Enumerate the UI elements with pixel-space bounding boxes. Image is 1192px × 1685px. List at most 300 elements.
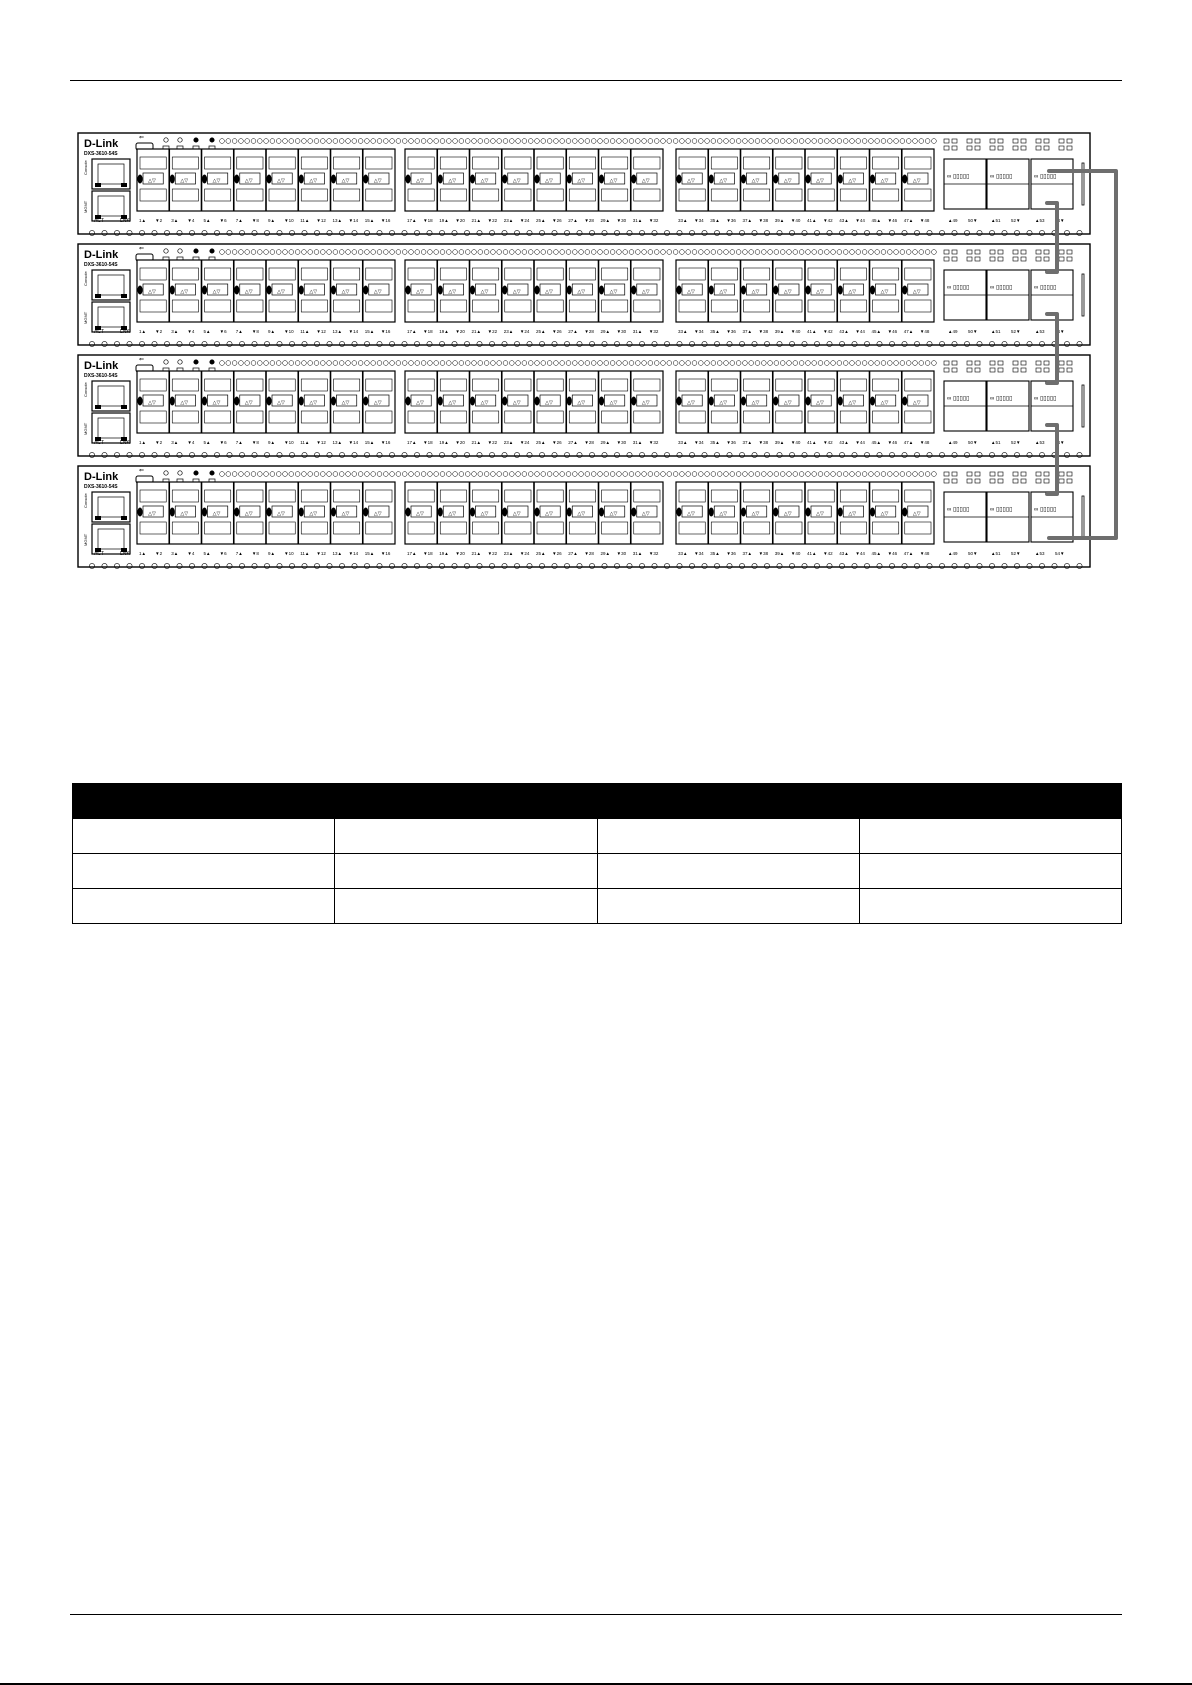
arrow-icon: △▽ xyxy=(480,289,489,295)
uplink-led xyxy=(1044,479,1049,483)
port-number-label: ▼26 xyxy=(552,218,562,223)
uplink-led xyxy=(952,361,957,365)
brand-logo: D-Link xyxy=(84,360,119,372)
port-number-label: ▼8 xyxy=(251,218,259,223)
table-cell xyxy=(597,889,859,924)
uplink-led xyxy=(967,472,972,476)
port-number-label: 35▲ xyxy=(710,551,720,556)
arrow-icon: △▽ xyxy=(341,178,350,184)
uplink-led xyxy=(1059,139,1064,143)
uplink-port-label: ▲51 xyxy=(991,329,1001,334)
uplink-led xyxy=(1059,250,1064,254)
port-number-label: 37▲ xyxy=(742,551,752,556)
port-number-label: ▼6 xyxy=(219,440,227,445)
lnk-label: LNK xyxy=(120,551,130,557)
sfp-latch xyxy=(631,286,636,295)
sfp-latch xyxy=(567,508,572,517)
port-led xyxy=(95,405,101,409)
table-cell xyxy=(335,854,597,889)
port-number-label: ▼30 xyxy=(616,551,627,556)
port-number-label: ▼24 xyxy=(519,551,530,556)
qsfp-port-icon: ∞ ▯▯▯▯▯ xyxy=(947,507,970,513)
sfp-latch xyxy=(363,175,368,184)
port-number-label: 35▲ xyxy=(710,329,720,334)
arrow-icon: △▽ xyxy=(416,289,424,295)
arrow-icon: △▽ xyxy=(148,289,156,295)
arrow-icon: △▽ xyxy=(512,400,521,406)
uplink-led xyxy=(952,250,957,254)
uplink-led xyxy=(967,139,972,143)
uplink-led xyxy=(1059,472,1064,476)
port-number-label: 33▲ xyxy=(678,218,688,223)
port-number-label: 31▲ xyxy=(632,551,643,556)
usb-icon: ⇐ xyxy=(139,135,145,141)
arrow-icon: △▽ xyxy=(244,511,253,517)
qsfp-port-icon: ∞ ▯▯▯▯▯ xyxy=(947,285,970,291)
sfp-port-group xyxy=(676,371,934,433)
uplink-led xyxy=(952,479,957,483)
port-number-label: ▼10 xyxy=(284,329,294,334)
port-number-label: ▼6 xyxy=(219,218,227,223)
qsfp-port-icon: ∞ ▯▯▯▯▯ xyxy=(990,285,1013,291)
uplink-led xyxy=(998,361,1003,365)
port-number-label: 35▲ xyxy=(710,440,720,445)
port-number-label: ▼18 xyxy=(423,329,433,334)
port-number-label: 47▲ xyxy=(903,329,914,334)
model-label: DXS-3610-54S xyxy=(84,373,118,379)
qsfp-port-icon: ∞ ▯▯▯▯▯ xyxy=(1034,285,1057,291)
port-number-label: ▼8 xyxy=(251,440,259,445)
sfp-latch xyxy=(331,508,336,517)
uplink-port-label: 50▼ xyxy=(968,440,978,445)
port-number-label: ▼30 xyxy=(616,218,627,223)
arrow-icon: △▽ xyxy=(880,289,889,295)
sfp-latch xyxy=(299,286,304,295)
sfp-latch xyxy=(773,175,778,184)
sfp-latch xyxy=(534,175,539,184)
arrow-icon: △▽ xyxy=(577,178,586,184)
arrow-icon: △▽ xyxy=(783,178,792,184)
uplink-led xyxy=(1067,472,1072,476)
port-number-label: ▼18 xyxy=(423,440,433,445)
sfp-latch xyxy=(170,508,175,517)
console-label: Console xyxy=(83,271,88,286)
sfp-latch xyxy=(470,286,475,295)
arrow-icon: △▽ xyxy=(277,511,285,517)
port-number-label: 19▲ xyxy=(439,440,449,445)
port-number-label: ▼32 xyxy=(648,440,659,445)
arrow-icon: △▽ xyxy=(148,178,156,184)
arrow-icon: △▽ xyxy=(373,289,382,295)
uplink-led xyxy=(1044,472,1049,476)
arrow-icon: △▽ xyxy=(277,289,285,295)
uplink-port-label: ▲51 xyxy=(991,440,1001,445)
port-number-label: ▼16 xyxy=(380,551,391,556)
switch-unit xyxy=(78,244,1090,347)
port-number-label: 9▲ xyxy=(268,329,275,334)
port-number-label: 27▲ xyxy=(568,329,578,334)
port-number-label: 37▲ xyxy=(742,329,752,334)
port-number-label: 21▲ xyxy=(471,551,481,556)
port-number-label: 37▲ xyxy=(742,218,752,223)
status-led-icon xyxy=(210,471,214,475)
port-number-label: ▼32 xyxy=(648,329,659,334)
port-number-label: 3▲ xyxy=(171,551,179,556)
uplink-led xyxy=(990,146,995,150)
qsfp-port-icon: ∞ ▯▯▯▯▯ xyxy=(990,507,1013,513)
port-number-label: ▼30 xyxy=(616,440,627,445)
mgmt-label: MGMT xyxy=(83,533,88,546)
port-number-label: 3▲ xyxy=(171,329,179,334)
sfp-latch xyxy=(470,508,475,517)
port-number-label: ▼4 xyxy=(187,329,195,334)
sfp-latch xyxy=(363,508,368,517)
port-number-label: 23▲ xyxy=(503,329,514,334)
port-number-label: 7▲ xyxy=(235,440,243,445)
arrow-icon: △▽ xyxy=(244,178,253,184)
port-number-label: ▼12 xyxy=(316,440,326,445)
port-number-label: ▼42 xyxy=(823,551,833,556)
uplink-led xyxy=(1067,479,1072,483)
port-number-label: 23▲ xyxy=(503,551,514,556)
port-number-label: 11▲ xyxy=(300,551,310,556)
port-number-label: 33▲ xyxy=(678,551,688,556)
sfp-latch xyxy=(502,508,507,517)
port-number-label: 27▲ xyxy=(568,440,578,445)
sfp-latch xyxy=(709,286,714,295)
sfp-port-group xyxy=(676,149,934,211)
sfp-latch xyxy=(709,175,714,184)
sfp-latch xyxy=(299,175,304,184)
sfp-latch xyxy=(202,508,207,517)
uplink-led xyxy=(998,139,1003,143)
arrow-icon: △▽ xyxy=(309,289,318,295)
switch-unit xyxy=(78,133,1090,236)
port-number-label: 29▲ xyxy=(600,440,610,445)
port-number-label: ▼20 xyxy=(455,440,465,445)
port-number-label: 27▲ xyxy=(568,218,578,223)
port-number-label: 21▲ xyxy=(471,329,481,334)
port-number-label: ▼26 xyxy=(552,440,562,445)
uplink-led xyxy=(998,257,1003,261)
sfp-latch xyxy=(234,397,239,406)
port-number-label: ▼2 xyxy=(155,551,163,556)
sfp-latch xyxy=(599,397,604,406)
port-number-label: 25▲ xyxy=(536,440,546,445)
arrow-icon: △▽ xyxy=(148,400,156,406)
uplink-led xyxy=(990,479,995,483)
uplink-led xyxy=(1036,139,1041,143)
status-led-icon xyxy=(164,471,168,475)
port-number-label: ▼14 xyxy=(348,551,359,556)
uplink-led xyxy=(975,139,980,143)
port-led xyxy=(95,183,101,187)
sfp-latch xyxy=(741,175,746,184)
arrow-icon: △▽ xyxy=(180,289,189,295)
uplink-led xyxy=(1044,139,1049,143)
sfp-latch xyxy=(405,508,410,517)
uplink-led xyxy=(952,472,957,476)
sfp-latch xyxy=(741,397,746,406)
sfp-latch xyxy=(363,397,368,406)
uplink-led xyxy=(1059,361,1064,365)
uplink-port-label: 50▼ xyxy=(968,329,978,334)
uplink-led xyxy=(1021,361,1026,365)
port-number-label: 39▲ xyxy=(774,329,785,334)
port-number-label: ▼34 xyxy=(694,551,704,556)
sfp-latch xyxy=(266,397,271,406)
brand-logo: D-Link xyxy=(84,249,119,261)
port-number-label: 31▲ xyxy=(632,218,643,223)
port-number-label: 17▲ xyxy=(407,440,417,445)
sfp-port-group xyxy=(676,482,934,544)
sfp-latch xyxy=(805,175,810,184)
port-number-label: 31▲ xyxy=(632,329,643,334)
sfp-latch xyxy=(266,286,271,295)
port-number-label: 13▲ xyxy=(332,440,342,445)
uplink-led xyxy=(944,368,949,372)
port-number-label: 25▲ xyxy=(536,551,546,556)
arrow-icon: △▽ xyxy=(180,400,189,406)
arrow-icon: △▽ xyxy=(545,289,553,295)
arrow-icon: △▽ xyxy=(719,178,728,184)
table-row xyxy=(73,854,1122,889)
mgmt-label: MGMT xyxy=(83,200,88,213)
sfp-latch xyxy=(363,286,368,295)
sfp-latch xyxy=(773,508,778,517)
port-number-label: ▼46 xyxy=(887,329,898,334)
sfp-latch xyxy=(170,397,175,406)
port-number-label: ▼4 xyxy=(187,551,195,556)
sfp-port-group xyxy=(137,260,395,322)
port-led xyxy=(121,183,127,187)
uplink-led xyxy=(998,479,1003,483)
arrow-icon: △▽ xyxy=(719,289,728,295)
sfp-latch xyxy=(870,175,875,184)
uplink-led xyxy=(990,361,995,365)
port-number-label: ▼12 xyxy=(316,218,326,223)
arrow-icon: △▽ xyxy=(545,178,553,184)
qsfp-port-icon: ∞ ▯▯▯▯▯ xyxy=(1034,507,1057,513)
port-number-label: ▼46 xyxy=(887,440,898,445)
sfp-port-group xyxy=(405,371,663,433)
uplink-led xyxy=(1067,257,1072,261)
port-number-label: ▼20 xyxy=(455,551,465,556)
uplink-led xyxy=(1059,368,1064,372)
port-number-label: 23▲ xyxy=(503,218,514,223)
status-led-icon xyxy=(194,471,198,475)
footer-rule xyxy=(70,1614,1122,1615)
port-number-label: 9▲ xyxy=(268,440,275,445)
sfp-port-group xyxy=(405,482,663,544)
sfp-latch xyxy=(676,508,681,517)
arrow-icon: △▽ xyxy=(512,289,521,295)
status-led-icon xyxy=(210,360,214,364)
port-number-label: ▼40 xyxy=(790,329,801,334)
port-number-label: 19▲ xyxy=(439,329,449,334)
port-number-label: 17▲ xyxy=(407,551,417,556)
sfp-latch xyxy=(805,508,810,517)
sfp-latch xyxy=(170,175,175,184)
sfp-latch xyxy=(567,397,572,406)
sfp-latch xyxy=(709,508,714,517)
mgmt-label: MGMT xyxy=(83,311,88,324)
uplink-led xyxy=(1067,368,1072,372)
port-number-label: ▼14 xyxy=(348,218,359,223)
uplink-led xyxy=(944,472,949,476)
uplink-led xyxy=(990,472,995,476)
arrow-icon: △▽ xyxy=(687,511,695,517)
arrow-icon: △▽ xyxy=(687,178,695,184)
port-number-label: ▼10 xyxy=(284,440,294,445)
arrow-icon: △▽ xyxy=(373,511,382,517)
uplink-led xyxy=(944,146,949,150)
port-number-label: 3▲ xyxy=(171,440,179,445)
port-number-label: 3▲ xyxy=(171,218,179,223)
uplink-led xyxy=(952,257,957,261)
table-header-cell xyxy=(859,784,1121,819)
arrow-icon: △▽ xyxy=(480,178,489,184)
uplink-led xyxy=(967,479,972,483)
sfp-latch xyxy=(870,397,875,406)
port-number-label: 23▲ xyxy=(503,440,514,445)
uplink-led xyxy=(975,250,980,254)
uplink-led xyxy=(975,368,980,372)
table-cell xyxy=(335,889,597,924)
uplink-port-label: ▲49 xyxy=(948,329,958,334)
port-number-label: ▼44 xyxy=(855,218,865,223)
arrow-icon: △▽ xyxy=(512,178,521,184)
uplink-led xyxy=(1059,479,1064,483)
uplink-port-label: 50▼ xyxy=(968,218,978,223)
sfp-latch xyxy=(599,175,604,184)
arrow-icon: △▽ xyxy=(480,511,489,517)
port-number-label: ▼6 xyxy=(219,551,227,556)
port-number-label: ▼22 xyxy=(487,329,498,334)
port-number-label: ▼36 xyxy=(726,218,736,223)
uplink-led xyxy=(1021,479,1026,483)
console-label: Console xyxy=(83,493,88,508)
arrow-icon: △▽ xyxy=(180,178,189,184)
port-number-label: 41▲ xyxy=(807,218,817,223)
port-number-label: ▼16 xyxy=(380,440,391,445)
sfp-latch xyxy=(438,175,443,184)
port-number-label: ▼2 xyxy=(155,329,163,334)
arrow-icon: △▽ xyxy=(577,400,586,406)
port-number-label: ▼42 xyxy=(823,329,833,334)
uplink-led xyxy=(990,368,995,372)
port-number-label: ▼36 xyxy=(726,551,736,556)
uplink-led xyxy=(967,361,972,365)
uplink-led xyxy=(998,472,1003,476)
port-number-label: 17▲ xyxy=(407,329,417,334)
port-number-label: 29▲ xyxy=(600,551,610,556)
uplink-led xyxy=(975,146,980,150)
uplink-led xyxy=(1044,146,1049,150)
lnk-label: LNK xyxy=(120,218,130,224)
uplink-port-label: 50▼ xyxy=(968,551,978,556)
port-number-label: 43▲ xyxy=(839,218,849,223)
port-number-label: 47▲ xyxy=(903,551,914,556)
sfp-latch xyxy=(202,286,207,295)
port-number-label: 35▲ xyxy=(710,218,720,223)
uplink-led xyxy=(1067,250,1072,254)
port-number-label: ▼2 xyxy=(155,218,163,223)
port-number-label: 27▲ xyxy=(568,551,578,556)
sfp-latch xyxy=(773,286,778,295)
port-number-label: 1▲ xyxy=(139,440,146,445)
uplink-port-label: 54▼ xyxy=(1055,551,1065,556)
table-header-cell xyxy=(335,784,597,819)
arrow-icon: △▽ xyxy=(912,178,921,184)
port-number-label: 43▲ xyxy=(839,551,849,556)
qsfp-port-icon: ∞ ▯▯▯▯▯ xyxy=(947,174,970,180)
model-label: DXS-3610-54S xyxy=(84,484,118,490)
arrow-icon: △▽ xyxy=(341,289,350,295)
port-number-label: 13▲ xyxy=(332,329,342,334)
port-number-label: ▼8 xyxy=(251,329,259,334)
uplink-led xyxy=(1036,250,1041,254)
table-cell xyxy=(73,854,335,889)
arrow-icon: △▽ xyxy=(641,289,650,295)
port-number-label: 15▲ xyxy=(364,551,375,556)
sfp-latch xyxy=(470,397,475,406)
stacking-diagram xyxy=(0,0,1192,580)
port-number-label: 21▲ xyxy=(471,218,481,223)
uplink-led xyxy=(952,368,957,372)
arrow-icon: △▽ xyxy=(816,511,824,517)
port-number-label: 9▲ xyxy=(268,218,275,223)
sfp-latch xyxy=(631,175,636,184)
uplink-led xyxy=(1021,146,1026,150)
arrow-icon: △▽ xyxy=(719,400,728,406)
uplink-led xyxy=(1036,361,1041,365)
port-number-label: 33▲ xyxy=(678,329,688,334)
arrow-icon: △▽ xyxy=(448,511,457,517)
qsfp-port-icon: ∞ ▯▯▯▯▯ xyxy=(1034,396,1057,402)
port-number-label: ▼38 xyxy=(758,551,769,556)
sfp-latch xyxy=(631,508,636,517)
arrow-icon: △▽ xyxy=(687,400,695,406)
arrow-icon: △▽ xyxy=(244,289,253,295)
sfp-latch xyxy=(502,397,507,406)
port-number-label: 11▲ xyxy=(300,440,310,445)
uplink-port-label: ▲49 xyxy=(948,440,958,445)
port-number-label: 39▲ xyxy=(774,440,785,445)
sfp-latch xyxy=(405,175,410,184)
port-number-label: ▼48 xyxy=(919,218,930,223)
port-number-label: ▼4 xyxy=(187,440,195,445)
port-number-label: ▼32 xyxy=(648,218,659,223)
port-number-label: ▼38 xyxy=(758,329,769,334)
uplink-led xyxy=(1044,250,1049,254)
uplink-led xyxy=(1013,479,1018,483)
sfp-latch xyxy=(631,397,636,406)
uplink-led xyxy=(1067,361,1072,365)
sfp-latch xyxy=(741,286,746,295)
port-number-label: ▼18 xyxy=(423,551,433,556)
port-number-label: 37▲ xyxy=(742,440,752,445)
arrow-icon: △▽ xyxy=(277,178,285,184)
uplink-led xyxy=(967,368,972,372)
uplink-led xyxy=(990,257,995,261)
arrow-icon: △▽ xyxy=(448,400,457,406)
uplink-led xyxy=(1013,139,1018,143)
uplink-led xyxy=(1067,139,1072,143)
sfp-latch xyxy=(838,175,843,184)
port-number-label: 7▲ xyxy=(235,218,243,223)
arrow-icon: △▽ xyxy=(880,511,889,517)
